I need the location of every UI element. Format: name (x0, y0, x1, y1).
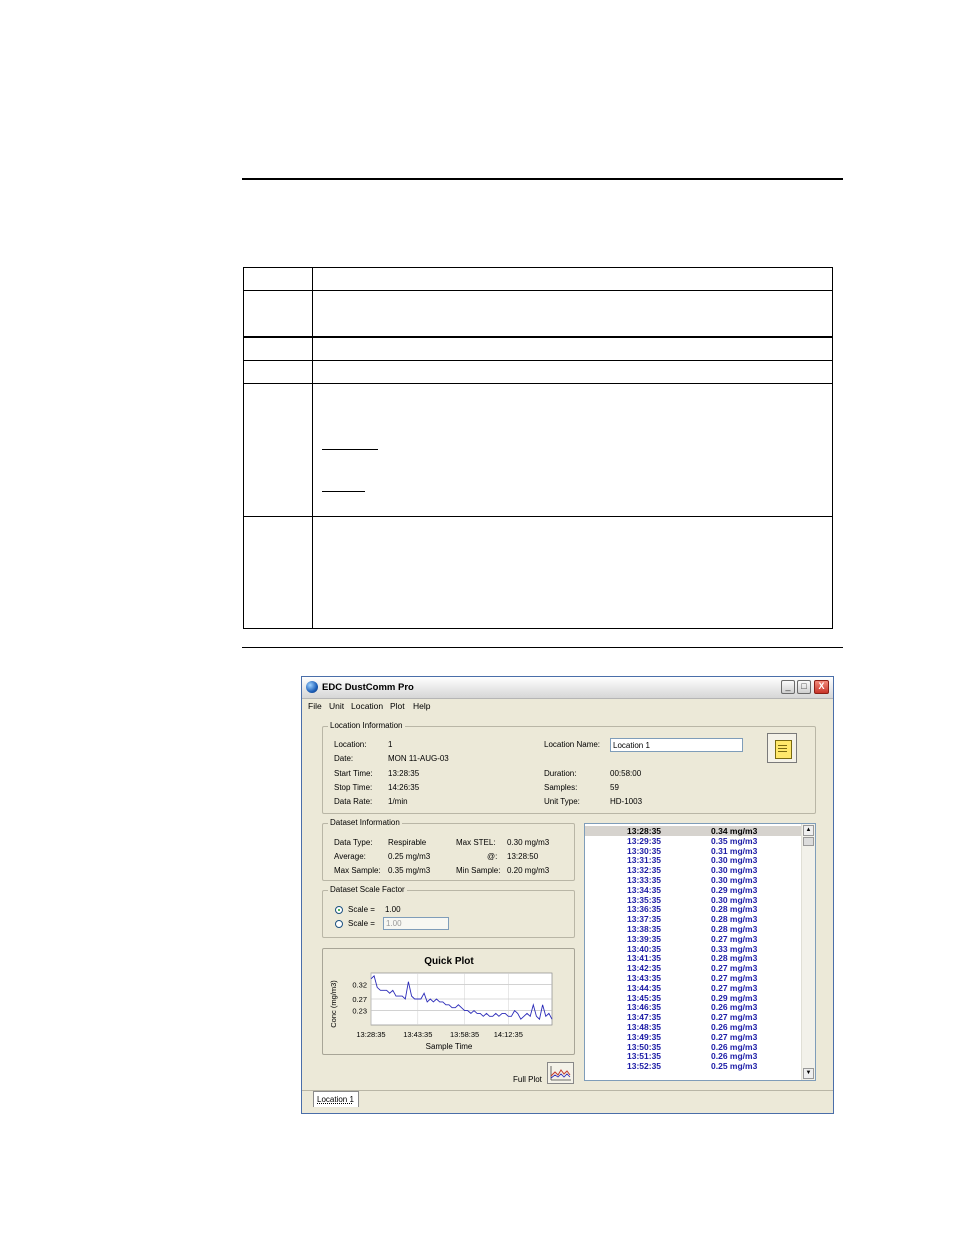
reading-time: 13:52:35 (627, 1061, 662, 1072)
list-item[interactable] (585, 875, 801, 885)
list-item[interactable] (585, 934, 801, 944)
tab-location-1[interactable] (313, 1091, 359, 1107)
scroll-down-arrow-icon[interactable]: ▼ (803, 1068, 814, 1079)
at-value: 13:28:50 (507, 852, 539, 861)
table-row-divider (244, 290, 832, 291)
reading-value: 0.28 mg/m3 (711, 914, 758, 925)
reading-value: 0.27 mg/m3 (711, 982, 758, 993)
list-item[interactable] (585, 993, 801, 1003)
notes-button[interactable] (767, 733, 797, 763)
duration-label: Duration: (544, 769, 577, 778)
top-rule (242, 178, 843, 180)
reading-value: 0.30 mg/m3 (711, 875, 758, 885)
reading-value: 0.29 mg/m3 (711, 884, 758, 895)
location-label: Location: (334, 740, 367, 749)
reading-time: 13:42:35 (627, 963, 662, 974)
scale-custom-radio[interactable] (335, 920, 343, 928)
reading-time: 13:32:35 (627, 865, 662, 876)
list-item[interactable] (585, 885, 801, 895)
notepad-icon (775, 740, 792, 759)
chart-title: Quick Plot (424, 956, 474, 967)
maximize-button[interactable]: □ (797, 680, 811, 694)
reading-time: 13:46:35 (627, 1002, 662, 1013)
reading-value: 0.27 mg/m3 (711, 1031, 758, 1042)
list-item[interactable] (585, 826, 801, 836)
scale-custom-label: Scale = (348, 919, 375, 928)
samples-label: Samples: (544, 783, 578, 792)
x-tick-label: 13:28:35 (356, 1030, 386, 1039)
reading-value: 0.26 mg/m3 (711, 1041, 758, 1052)
quick-plot-chart (323, 949, 574, 1054)
table-row-divider (244, 336, 832, 338)
reading-value: 0.35 mg/m3 (711, 835, 758, 846)
reading-time: 13:48:35 (627, 1022, 662, 1032)
reading-time: 13:37:35 (627, 914, 662, 925)
tab-strip-line (302, 1090, 833, 1091)
reading-time: 13:33:35 (627, 875, 662, 885)
scroll-thumb[interactable] (803, 837, 814, 846)
y-axis-label: Conc (mg/m3) (329, 980, 338, 1028)
max-sample-value: 0.35 mg/m3 (388, 866, 431, 875)
min-sample-label: Min Sample: (456, 866, 501, 875)
reading-time: 13:51:35 (627, 1051, 662, 1062)
document-table (243, 267, 833, 629)
stop-time-value: 14:26:35 (388, 783, 420, 792)
reading-value: 0.34 mg/m3 (711, 826, 758, 836)
x-tick-label: 13:43:35 (403, 1030, 433, 1039)
scroll-up-arrow-icon[interactable]: ▲ (803, 825, 814, 836)
reading-value: 0.26 mg/m3 (711, 1022, 758, 1032)
menu-bar (302, 699, 833, 713)
min-sample-value: 0.20 mg/m3 (507, 866, 550, 875)
reading-value: 0.30 mg/m3 (711, 865, 758, 876)
list-item[interactable] (585, 895, 801, 905)
list-item[interactable] (585, 1002, 801, 1012)
list-item[interactable] (585, 865, 801, 875)
reading-time: 13:40:35 (627, 943, 662, 954)
reading-value: 0.33 mg/m3 (711, 943, 758, 954)
data-rate-label: Data Rate: (334, 797, 373, 806)
list-item[interactable] (585, 963, 801, 973)
x-tick-label: 14:12:35 (493, 1030, 523, 1039)
list-item[interactable] (585, 1022, 801, 1032)
scale-custom-input[interactable] (383, 917, 449, 930)
location-name-label: Location Name: (544, 740, 601, 749)
max-stel-value: 0.30 mg/m3 (507, 838, 550, 847)
x-axis-label: Sample Time (425, 1042, 473, 1051)
list-item[interactable] (585, 1042, 801, 1052)
reading-value: 0.27 mg/m3 (711, 1012, 758, 1023)
table-row-divider (244, 383, 832, 384)
start-time-value: 13:28:35 (388, 769, 420, 778)
unit-type-value: HD-1003 (610, 797, 643, 806)
list-item[interactable] (585, 944, 801, 954)
reading-value: 0.25 mg/m3 (711, 1061, 758, 1072)
quick-plot-panel (322, 948, 575, 1055)
scale-default-radio[interactable] (335, 906, 343, 914)
location-value: 1 (388, 740, 393, 749)
date-value: MON 11-AUG-03 (388, 754, 449, 763)
list-item[interactable] (585, 973, 801, 983)
date-label: Date: (334, 754, 354, 763)
reading-value: 0.28 mg/m3 (711, 924, 758, 934)
list-item[interactable] (585, 983, 801, 993)
reading-time: 13:28:35 (627, 826, 662, 836)
minimize-button[interactable]: _ (781, 680, 795, 694)
reading-value: 0.27 mg/m3 (711, 933, 758, 944)
close-button[interactable]: X (814, 680, 829, 694)
underline-mark (322, 449, 378, 450)
reading-time: 13:45:35 (627, 992, 662, 1003)
menu-unit[interactable]: Unit (329, 701, 345, 711)
reading-value: 0.30 mg/m3 (711, 855, 758, 866)
list-item[interactable] (585, 953, 801, 963)
location-info-group (322, 721, 816, 814)
data-type-label: Data Type: (334, 838, 373, 847)
group-title: Dataset Information (330, 818, 400, 827)
y-tick-label: 0.27 (352, 995, 367, 1004)
average-label: Average: (334, 852, 366, 861)
underline-mark (322, 491, 365, 492)
app-window (301, 676, 834, 1114)
unit-type-label: Unit Type: (544, 797, 580, 806)
reading-time: 13:47:35 (627, 1012, 662, 1023)
reading-value: 0.27 mg/m3 (711, 973, 758, 983)
list-item[interactable] (585, 1032, 801, 1042)
group-title: Location Information (330, 721, 403, 730)
list-item[interactable] (585, 914, 801, 924)
reading-time: 13:31:35 (627, 855, 662, 866)
reading-value: 0.26 mg/m3 (711, 1002, 758, 1013)
reading-time: 13:41:35 (627, 953, 662, 964)
title-bar[interactable] (302, 677, 833, 699)
reading-time: 13:36:35 (627, 904, 662, 915)
table-column-divider (312, 268, 313, 628)
list-item[interactable] (585, 855, 801, 865)
start-time-label: Start Time: (334, 769, 373, 778)
reading-value: 0.28 mg/m3 (711, 953, 758, 964)
reading-time: 13:29:35 (627, 835, 662, 846)
readings-list[interactable] (584, 823, 816, 1081)
reading-value: 0.28 mg/m3 (711, 904, 758, 915)
reading-value: 0.30 mg/m3 (711, 894, 758, 905)
menu-help[interactable]: Help (413, 701, 431, 711)
data-rate-value: 1/min (388, 797, 408, 806)
reading-time: 13:35:35 (627, 894, 662, 905)
window-title: EDC DustComm Pro (322, 682, 414, 693)
y-tick-label: 0.23 (352, 1006, 367, 1016)
list-item[interactable] (585, 1051, 801, 1061)
duration-value: 00:58:00 (610, 769, 642, 778)
stop-time-label: Stop Time: (334, 783, 373, 792)
table-row-divider (244, 516, 832, 517)
reading-value: 0.31 mg/m3 (711, 845, 758, 856)
reading-time: 13:49:35 (627, 1031, 662, 1042)
tab-label: Location 1 (317, 1095, 354, 1104)
reading-time: 13:50:35 (627, 1041, 662, 1052)
reading-value: 0.29 mg/m3 (711, 992, 758, 1003)
reading-time: 13:34:35 (627, 884, 662, 895)
list-item[interactable] (585, 904, 801, 914)
reading-time: 13:30:35 (627, 845, 662, 856)
menu-file[interactable]: File (308, 701, 322, 711)
average-value: 0.25 mg/m3 (388, 852, 431, 861)
scale-factor-group (322, 885, 575, 938)
reading-time: 13:43:35 (627, 973, 662, 983)
x-tick-label: 13:58:35 (450, 1030, 480, 1039)
location-name-input[interactable] (610, 738, 743, 752)
y-tick-label: 0.32 (352, 980, 367, 990)
scale-default-label: Scale = (348, 905, 375, 914)
vertical-scrollbar[interactable] (801, 824, 815, 1080)
max-sample-label: Max Sample: (334, 866, 381, 875)
scale-default-value: 1.00 (385, 905, 401, 914)
menu-plot[interactable]: Plot (390, 701, 405, 711)
group-title: Dataset Scale Factor (330, 885, 405, 894)
menu-location[interactable]: Location (351, 701, 384, 711)
chart-icon (548, 1063, 573, 1083)
list-item[interactable] (585, 1061, 801, 1071)
reading-value: 0.26 mg/m3 (711, 1051, 758, 1062)
reading-time: 13:44:35 (627, 982, 662, 993)
globe-icon (306, 681, 318, 693)
max-stel-label: Max STEL: (456, 838, 496, 847)
reading-time: 13:39:35 (627, 933, 662, 944)
at-label: @: (487, 852, 498, 861)
list-item[interactable] (585, 836, 801, 846)
list-item[interactable] (585, 1012, 801, 1022)
list-item[interactable] (585, 846, 801, 856)
bottom-rule (242, 647, 843, 648)
data-type-value: Respirable (388, 838, 427, 847)
dataset-info-group (322, 818, 575, 881)
reading-value: 0.27 mg/m3 (711, 963, 758, 974)
full-plot-button[interactable] (547, 1062, 574, 1084)
reading-time: 13:38:35 (627, 924, 662, 934)
list-item[interactable] (585, 924, 801, 934)
full-plot-label: Full Plot (513, 1075, 542, 1084)
samples-value: 59 (610, 783, 619, 792)
table-row-divider (244, 360, 832, 361)
